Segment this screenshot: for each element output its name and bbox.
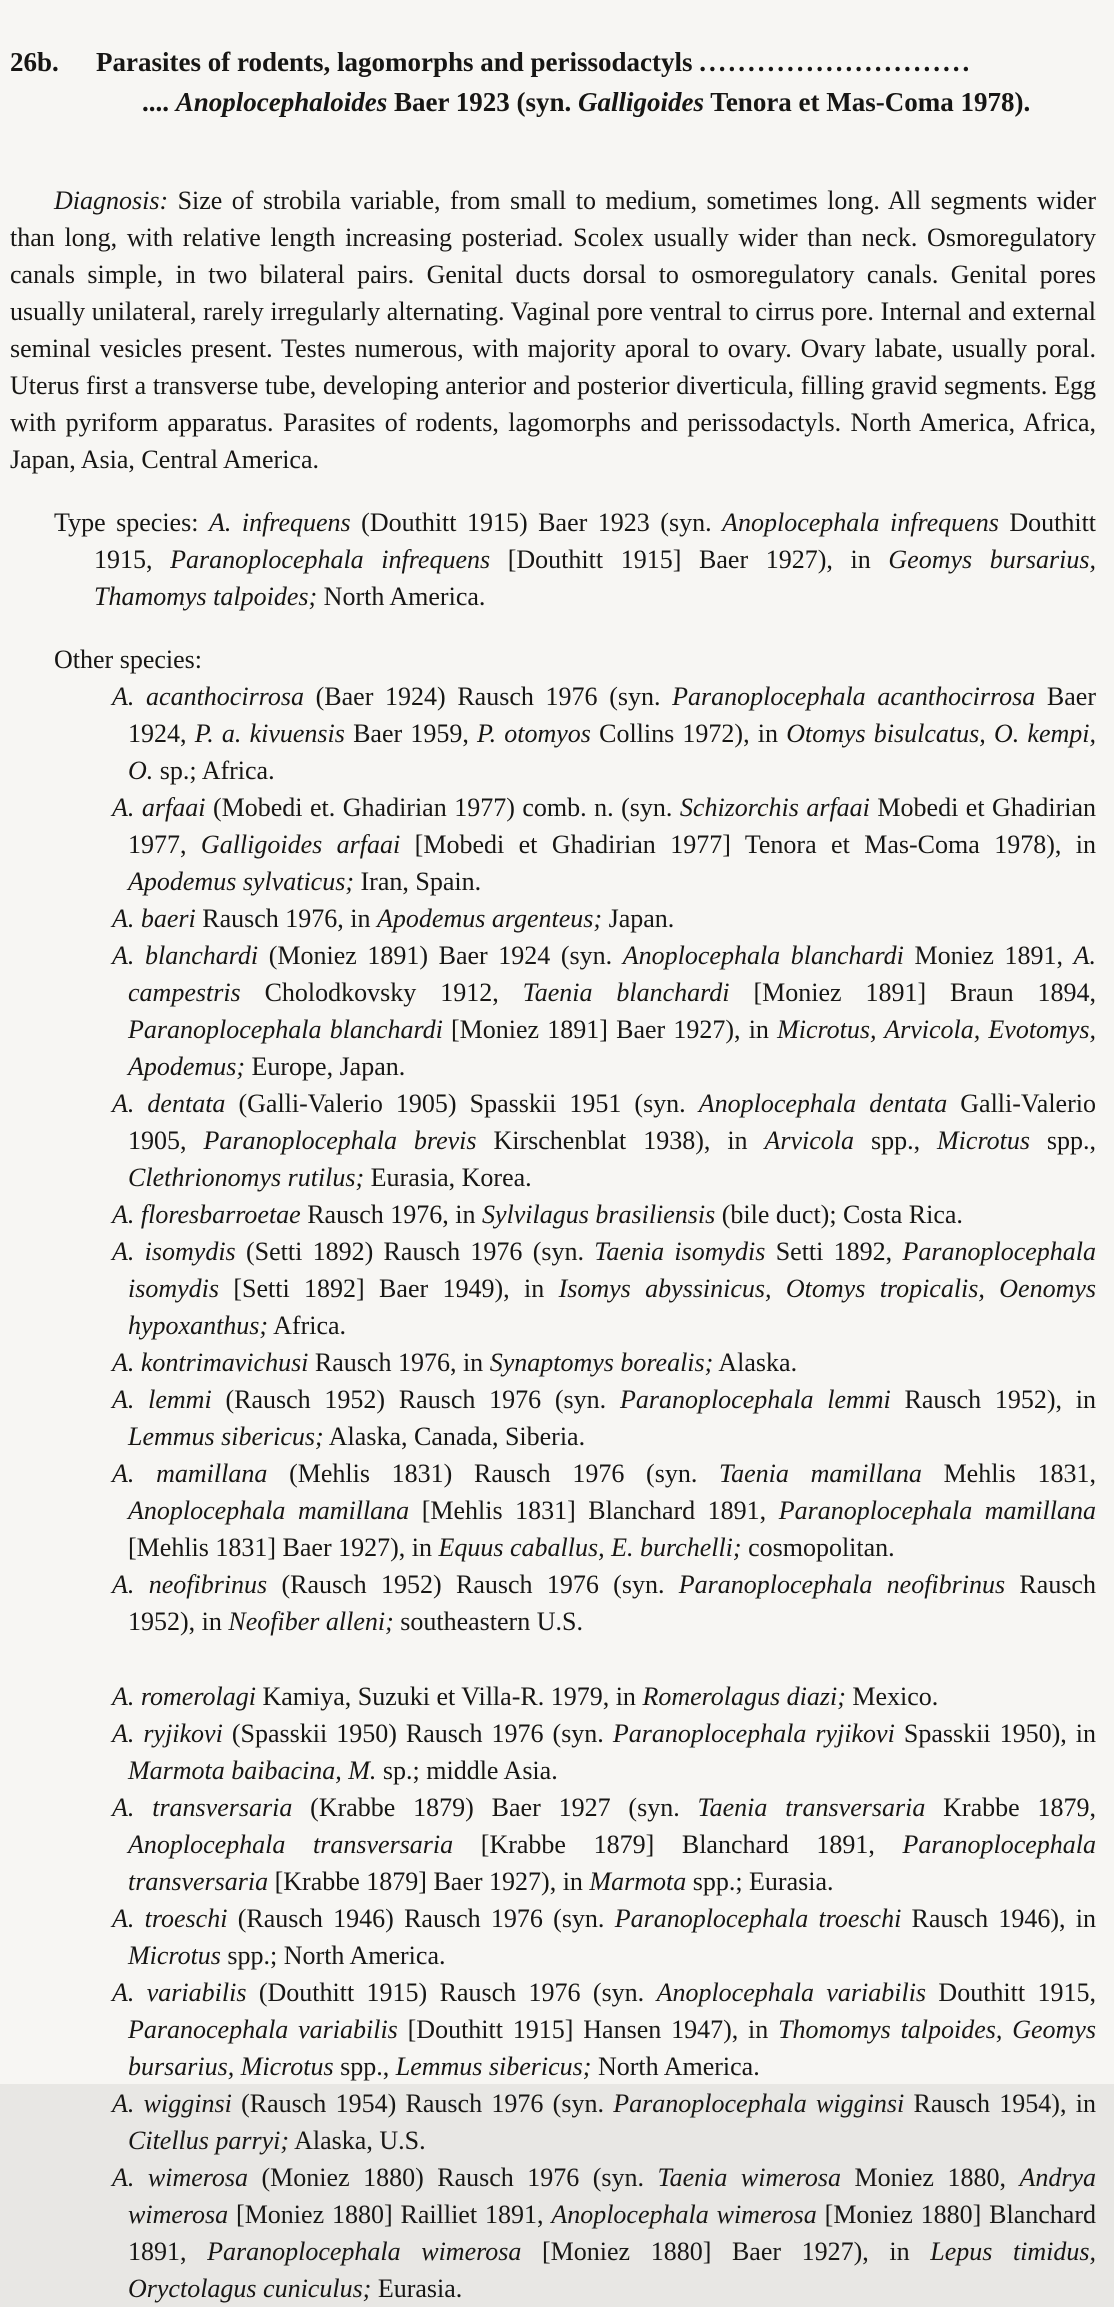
text-run: (Galli-Valerio 1905) Spasskii 1951 (syn. xyxy=(225,1089,699,1118)
taxon-name: Paranoplocephala mamillana xyxy=(778,1496,1096,1525)
taxon-name: A. variabilis xyxy=(112,1978,247,2007)
species-entry xyxy=(10,2159,1096,2307)
taxon-name: A. wimerosa xyxy=(112,2163,249,2192)
taxon-name: A. baeri xyxy=(112,904,196,933)
text-run: Europe, Japan. xyxy=(244,1052,406,1081)
text-run: [Krabbe 1879] Baer 1927), in xyxy=(268,1867,590,1896)
taxon-name: Clethrionomys rutilus; xyxy=(128,1163,365,1192)
species-entry xyxy=(10,1789,1096,1900)
text-run: southeastern U.S. xyxy=(393,1607,583,1636)
text-run: (Baer 1924) Rausch 1976 (syn. xyxy=(303,682,673,711)
taxon-name: Microtus, Arvicola, Evotomys, Apodemus; xyxy=(128,1015,1096,1081)
taxon-name: Paranoplocephala troeschi xyxy=(614,1904,902,1933)
text-run: Galli-Valerio 1905, xyxy=(128,1089,1096,1155)
couplet-title-text: Parasites of rodents, lagomorphs and perissodactyls xyxy=(96,47,700,77)
text-run: Rausch 1954), in xyxy=(904,2089,1096,2118)
taxon-name: Synaptomys borealis; xyxy=(489,1348,714,1377)
taxon-name: A. ryjikovi xyxy=(112,1719,223,1748)
species-entry xyxy=(10,1344,1096,1381)
text-run: North America. xyxy=(317,582,486,611)
text-run: [Douthitt 1915] Baer 1927), in xyxy=(490,545,889,574)
text-run: (Setti 1892) Rausch 1976 (syn. xyxy=(235,1237,595,1266)
species-entry xyxy=(10,678,1096,789)
taxon-name: A. troeschi xyxy=(112,1904,228,1933)
taxon-name: A. floresbarroetae xyxy=(112,1200,301,1229)
species-entry xyxy=(10,1381,1096,1455)
taxon-name: Paranocephala variabilis xyxy=(128,2015,398,2044)
text-run: Africa. xyxy=(268,1311,347,1340)
text-run: Krabbe 1879, xyxy=(925,1793,1097,1822)
taxon-name: Microtus xyxy=(937,1126,1030,1155)
taxon-name: Equus caballus, E. burchelli; xyxy=(438,1533,742,1562)
text-run: (Douthitt 1915) Baer 1923 (syn. xyxy=(350,508,723,537)
text-run: (Rausch 1954) Rausch 1976 (syn. xyxy=(231,2089,614,2118)
text-run: Tenora et Mas-Coma 1978). xyxy=(704,87,1031,117)
taxon-name: A. arfaai xyxy=(112,793,206,822)
taxon-name: Marmota baibacina, M. xyxy=(128,1756,377,1785)
species-entry xyxy=(10,1900,1096,1974)
taxon-name: A. infrequens xyxy=(208,508,351,537)
taxon-name: Schizorchis arfaai xyxy=(679,793,870,822)
text-run: (Krabbe 1879) Baer 1927 (syn. xyxy=(292,1793,698,1822)
text-run: Baer 1924, xyxy=(128,682,1096,748)
text-run: Rausch 1976, in xyxy=(300,1200,482,1229)
taxon-name: Lemmus sibericus; xyxy=(128,1422,324,1451)
text-run: (Moniez 1891) Baer 1924 (syn. xyxy=(258,941,623,970)
taxon-name: Diagnosis: xyxy=(54,186,169,215)
text-run: [Moniez 1880] Baer 1927), in xyxy=(521,2237,931,2266)
taxon-name: A. transversaria xyxy=(112,1793,293,1822)
taxon-name: A. campestris xyxy=(128,941,1096,1007)
taxon-name: Paranoplocephala neofibrinus xyxy=(678,1570,1006,1599)
taxon-name: Microtus xyxy=(128,1941,221,1970)
taxon-name: Otomys bisulcatus, O. kempi, O. xyxy=(128,719,1096,785)
taxon-name: Marmota xyxy=(589,1867,687,1896)
taxon-name: Anoplocephala variabilis xyxy=(656,1978,927,2007)
taxon-name: Geomys bursarius, Thamomys talpoides; xyxy=(94,545,1096,611)
taxon-name: Anoplocephala infrequens xyxy=(722,508,999,537)
taxon-name: P. a. kivuensis xyxy=(194,719,345,748)
taxon-name: Lemmus sibericus; xyxy=(395,2052,592,2081)
taxon-name: Galligoides arfaai xyxy=(200,830,401,859)
text-run: Eurasia. xyxy=(371,2274,463,2303)
text-run: Kirschenblat 1938), in xyxy=(476,1126,765,1155)
couplet-line-1 xyxy=(10,42,1096,82)
couplet-heading xyxy=(10,42,1096,122)
text-run: Rausch 1952), in xyxy=(890,1385,1096,1414)
leader-dots: ............................ xyxy=(699,47,973,77)
taxon-name: Taenia isomydis xyxy=(594,1237,766,1266)
text-run: [Douthitt 1915] Hansen 1947), in xyxy=(397,2015,779,2044)
text-run: (Mehlis 1831) Rausch 1976 (syn. xyxy=(267,1459,720,1488)
taxon-name: Taenia mamillana xyxy=(719,1459,922,1488)
text-run: Mexico. xyxy=(845,1682,939,1711)
text-run: Iran, Spain. xyxy=(354,867,482,896)
taxon-name: Andrya wimerosa xyxy=(128,2163,1096,2229)
text-run: (Mobedi et. Ghadirian 1977) comb. n. (syn. xyxy=(205,793,680,822)
text-run: Size of strobila variable, from small to medium, sometimes long. All segments wider than long, with relative length increasing posteriad. Scolex usually wider than neck. Osmoregulatory canals simple, in two bilateral pairs. Genital ducts dorsal to osmoregulatory canals. Genital pores usually unilateral, rarely irregularly alternating. Vaginal pore ventral to cirrus pore. Internal and external seminal vesicles present. Testes numerous, with majority aporal to ovary. Ovary labate, usually poral. Uterus first a transverse tube, developing anterior and posterior diverticula, filling gravid segments. Egg with pyriform apparatus. Parasites of rodents, lagomorphs and perissodactyls. North America, Africa, Japan, Asia, Central America. xyxy=(10,186,1096,474)
taxon-name: Anoplocephala transversaria xyxy=(128,1830,454,1859)
species-entry xyxy=(10,1233,1096,1344)
taxon-name: Romerolagus diazi; xyxy=(642,1682,846,1711)
taxon-name: Paranoplocephala acanthocirrosa xyxy=(672,682,1036,711)
taxon-name: Paranoplocephala ryjikovi xyxy=(612,1719,895,1748)
text-run: Mobedi et Ghadirian 1977, xyxy=(128,793,1097,859)
text-run: (Douthitt 1915) Rausch 1976 (syn. xyxy=(246,1978,657,2007)
text-run: Setti 1892, xyxy=(765,1237,903,1266)
taxon-name: Galligoides xyxy=(578,87,705,117)
diagnosis-paragraph xyxy=(10,182,1096,478)
text-run: [Mobedi et Ghadirian 1977] Tenora et Mas-Coma 1978), in xyxy=(400,830,1096,859)
text-run: [Moniez 1880] Railliet 1891, xyxy=(228,2200,552,2229)
text-run: spp., xyxy=(854,1126,938,1155)
taxon-name: A. romerolagi xyxy=(112,1682,256,1711)
couplet-number: 26b. xyxy=(10,47,59,77)
text-run: Douthitt 1915, xyxy=(94,508,1097,574)
taxon-name: Paranoplocephala wimerosa xyxy=(207,2237,522,2266)
species-entry xyxy=(10,1085,1096,1196)
text-run: Rausch 1976, in xyxy=(195,904,378,933)
couplet-title xyxy=(96,42,1096,82)
taxon-name: Anoplocephala wimerosa xyxy=(551,2200,817,2229)
text-run: (bile duct); Costa Rica. xyxy=(715,1200,963,1229)
taxon-name: A. acanthocirrosa xyxy=(112,682,304,711)
text-run: North America. xyxy=(591,2052,760,2081)
taxon-name: A. dentata xyxy=(112,1089,226,1118)
text-run: [Moniez 1891] Baer 1927), in xyxy=(442,1015,778,1044)
text-run: (Rausch 1952) Rausch 1976 (syn. xyxy=(267,1570,679,1599)
taxon-name: A. mamillana xyxy=(112,1459,268,1488)
taxon-name: Thomomys talpoides, Geomys bursarius, Microtus xyxy=(128,2015,1096,2081)
text-run: spp., xyxy=(1029,1126,1096,1155)
text-run: Cholodkovsky 1912, xyxy=(240,978,523,1007)
text-run: Rausch 1976, in xyxy=(308,1348,490,1377)
taxon-name: Anoplocephala mamillana xyxy=(128,1496,410,1525)
taxon-name: Neofiber alleni; xyxy=(228,1607,394,1636)
text-run: Douthitt 1915, xyxy=(926,1978,1096,2007)
taxon-name: Anoplocephala dentata xyxy=(698,1089,948,1118)
text-run: Moniez 1891, xyxy=(903,941,1074,970)
taxon-name: Taenia transversaria xyxy=(697,1793,926,1822)
taxon-name: Taenia wimerosa xyxy=(657,2163,842,2192)
text-run: Alaska, U.S. xyxy=(289,2126,426,2155)
species-entry xyxy=(10,937,1096,1085)
text-run: Spasskii 1950), in xyxy=(894,1719,1096,1748)
taxon-name: Arvicola xyxy=(764,1126,855,1155)
type-species-paragraph xyxy=(10,504,1096,615)
text-run: Moniez 1880, xyxy=(841,2163,1020,2192)
text-run: sp.; middle Asia. xyxy=(376,1756,558,1785)
taxon-name: Isomys abyssinicus, Otomys tropicalis, Oenomys hypoxanthus; xyxy=(128,1274,1097,1340)
text-run: [Setti 1892] Baer 1949), in xyxy=(219,1274,559,1303)
text-run: Type species: xyxy=(54,508,209,537)
text-run: (Rausch 1946) Rausch 1976 (syn. xyxy=(227,1904,615,1933)
taxon-name: A. lemmi xyxy=(112,1385,212,1414)
text-run: Japan. xyxy=(602,904,675,933)
text-run: Collins 1972), in xyxy=(590,719,787,748)
text-run: [Moniez 1891] Braun 1894, xyxy=(729,978,1096,1007)
genus-result-line xyxy=(10,82,1096,122)
taxon-name: A. wigginsi xyxy=(112,2089,232,2118)
taxon-name: Paranoplocephala isomydis xyxy=(128,1237,1096,1303)
text-run: Alaska, Canada, Siberia. xyxy=(323,1422,586,1451)
taxon-name: P. otomyos xyxy=(477,719,591,748)
taxon-name: Anoplocephaloides xyxy=(175,87,388,117)
text-run: [Mehlis 1831] Blanchard 1891, xyxy=(409,1496,779,1525)
taxon-name: A. neofibrinus xyxy=(112,1570,268,1599)
species-entry xyxy=(10,1974,1096,2085)
taxon-name: Paranoplocephala brevis xyxy=(203,1126,477,1155)
species-entry xyxy=(10,1678,1096,1715)
taxon-name: A. blanchardi xyxy=(112,941,259,970)
text-run: [Mehlis 1831] Baer 1927), in xyxy=(128,1533,439,1562)
text-run: Rausch 1952), in xyxy=(128,1570,1096,1636)
taxon-name: Apodemus argenteus; xyxy=(377,904,603,933)
taxon-name: Lepus timidus, Oryctolagus cuniculus; xyxy=(128,2237,1097,2303)
taxon-name: Paranoplocephala infrequens xyxy=(170,545,491,574)
species-entry xyxy=(10,1196,1096,1233)
taxon-name: Taenia blanchardi xyxy=(522,978,730,1007)
text-run: spp., xyxy=(333,2052,396,2081)
text-run: spp.; Eurasia. xyxy=(686,1867,834,1896)
species-entry xyxy=(10,789,1096,900)
species-entry xyxy=(10,900,1096,937)
text-run: Eurasia, Korea. xyxy=(364,1163,532,1192)
text-run: spp.; North America. xyxy=(220,1941,446,1970)
taxon-name: Anoplocephala blanchardi xyxy=(622,941,904,970)
text-run: (Spasskii 1950) Rausch 1976 (syn. xyxy=(222,1719,613,1748)
taxon-name: Apodemus sylvaticus; xyxy=(128,867,355,896)
species-list xyxy=(10,678,1096,2307)
text-run: [Krabbe 1879] Blanchard 1891, xyxy=(453,1830,903,1859)
taxon-name: Sylvilagus brasiliensis xyxy=(481,1200,716,1229)
species-entry xyxy=(10,2085,1096,2159)
species-entry xyxy=(10,1455,1096,1566)
text-run: (Moniez 1880) Rausch 1976 (syn. xyxy=(248,2163,658,2192)
text-run: Rausch 1946), in xyxy=(901,1904,1097,1933)
text-run: Kamiya, Suzuki et Villa-R. 1979, in xyxy=(255,1682,643,1711)
text-run: .... xyxy=(142,87,176,117)
taxon-name: Paranoplocephala blanchardi xyxy=(128,1015,443,1044)
text-run: Baer 1923 (syn. xyxy=(387,87,579,117)
text-run: sp.; Africa. xyxy=(153,756,275,785)
taxon-name: A. isomydis xyxy=(112,1237,236,1266)
other-species-label: Other species: xyxy=(54,645,203,674)
taxon-name: Paranoplocephala wigginsi xyxy=(613,2089,905,2118)
taxon-name: Citellus parryi; xyxy=(128,2126,290,2155)
text-run: cosmopolitan. xyxy=(741,1533,895,1562)
text-run: Baer 1959, xyxy=(344,719,478,748)
species-entry xyxy=(10,1715,1096,1789)
species-entry xyxy=(10,1566,1096,1640)
text-run: (Rausch 1952) Rausch 1976 (syn. xyxy=(211,1385,620,1414)
text-run: [Moniez 1880] Blanchard 1891, xyxy=(128,2200,1096,2266)
taxon-name: Paranoplocephala transversaria xyxy=(128,1830,1096,1896)
text-run: Alaska. xyxy=(713,1348,798,1377)
taxon-name: A. kontrimavichusi xyxy=(112,1348,309,1377)
text-run: Mehlis 1831, xyxy=(921,1459,1097,1488)
taxon-name: Paranoplocephala lemmi xyxy=(619,1385,891,1414)
